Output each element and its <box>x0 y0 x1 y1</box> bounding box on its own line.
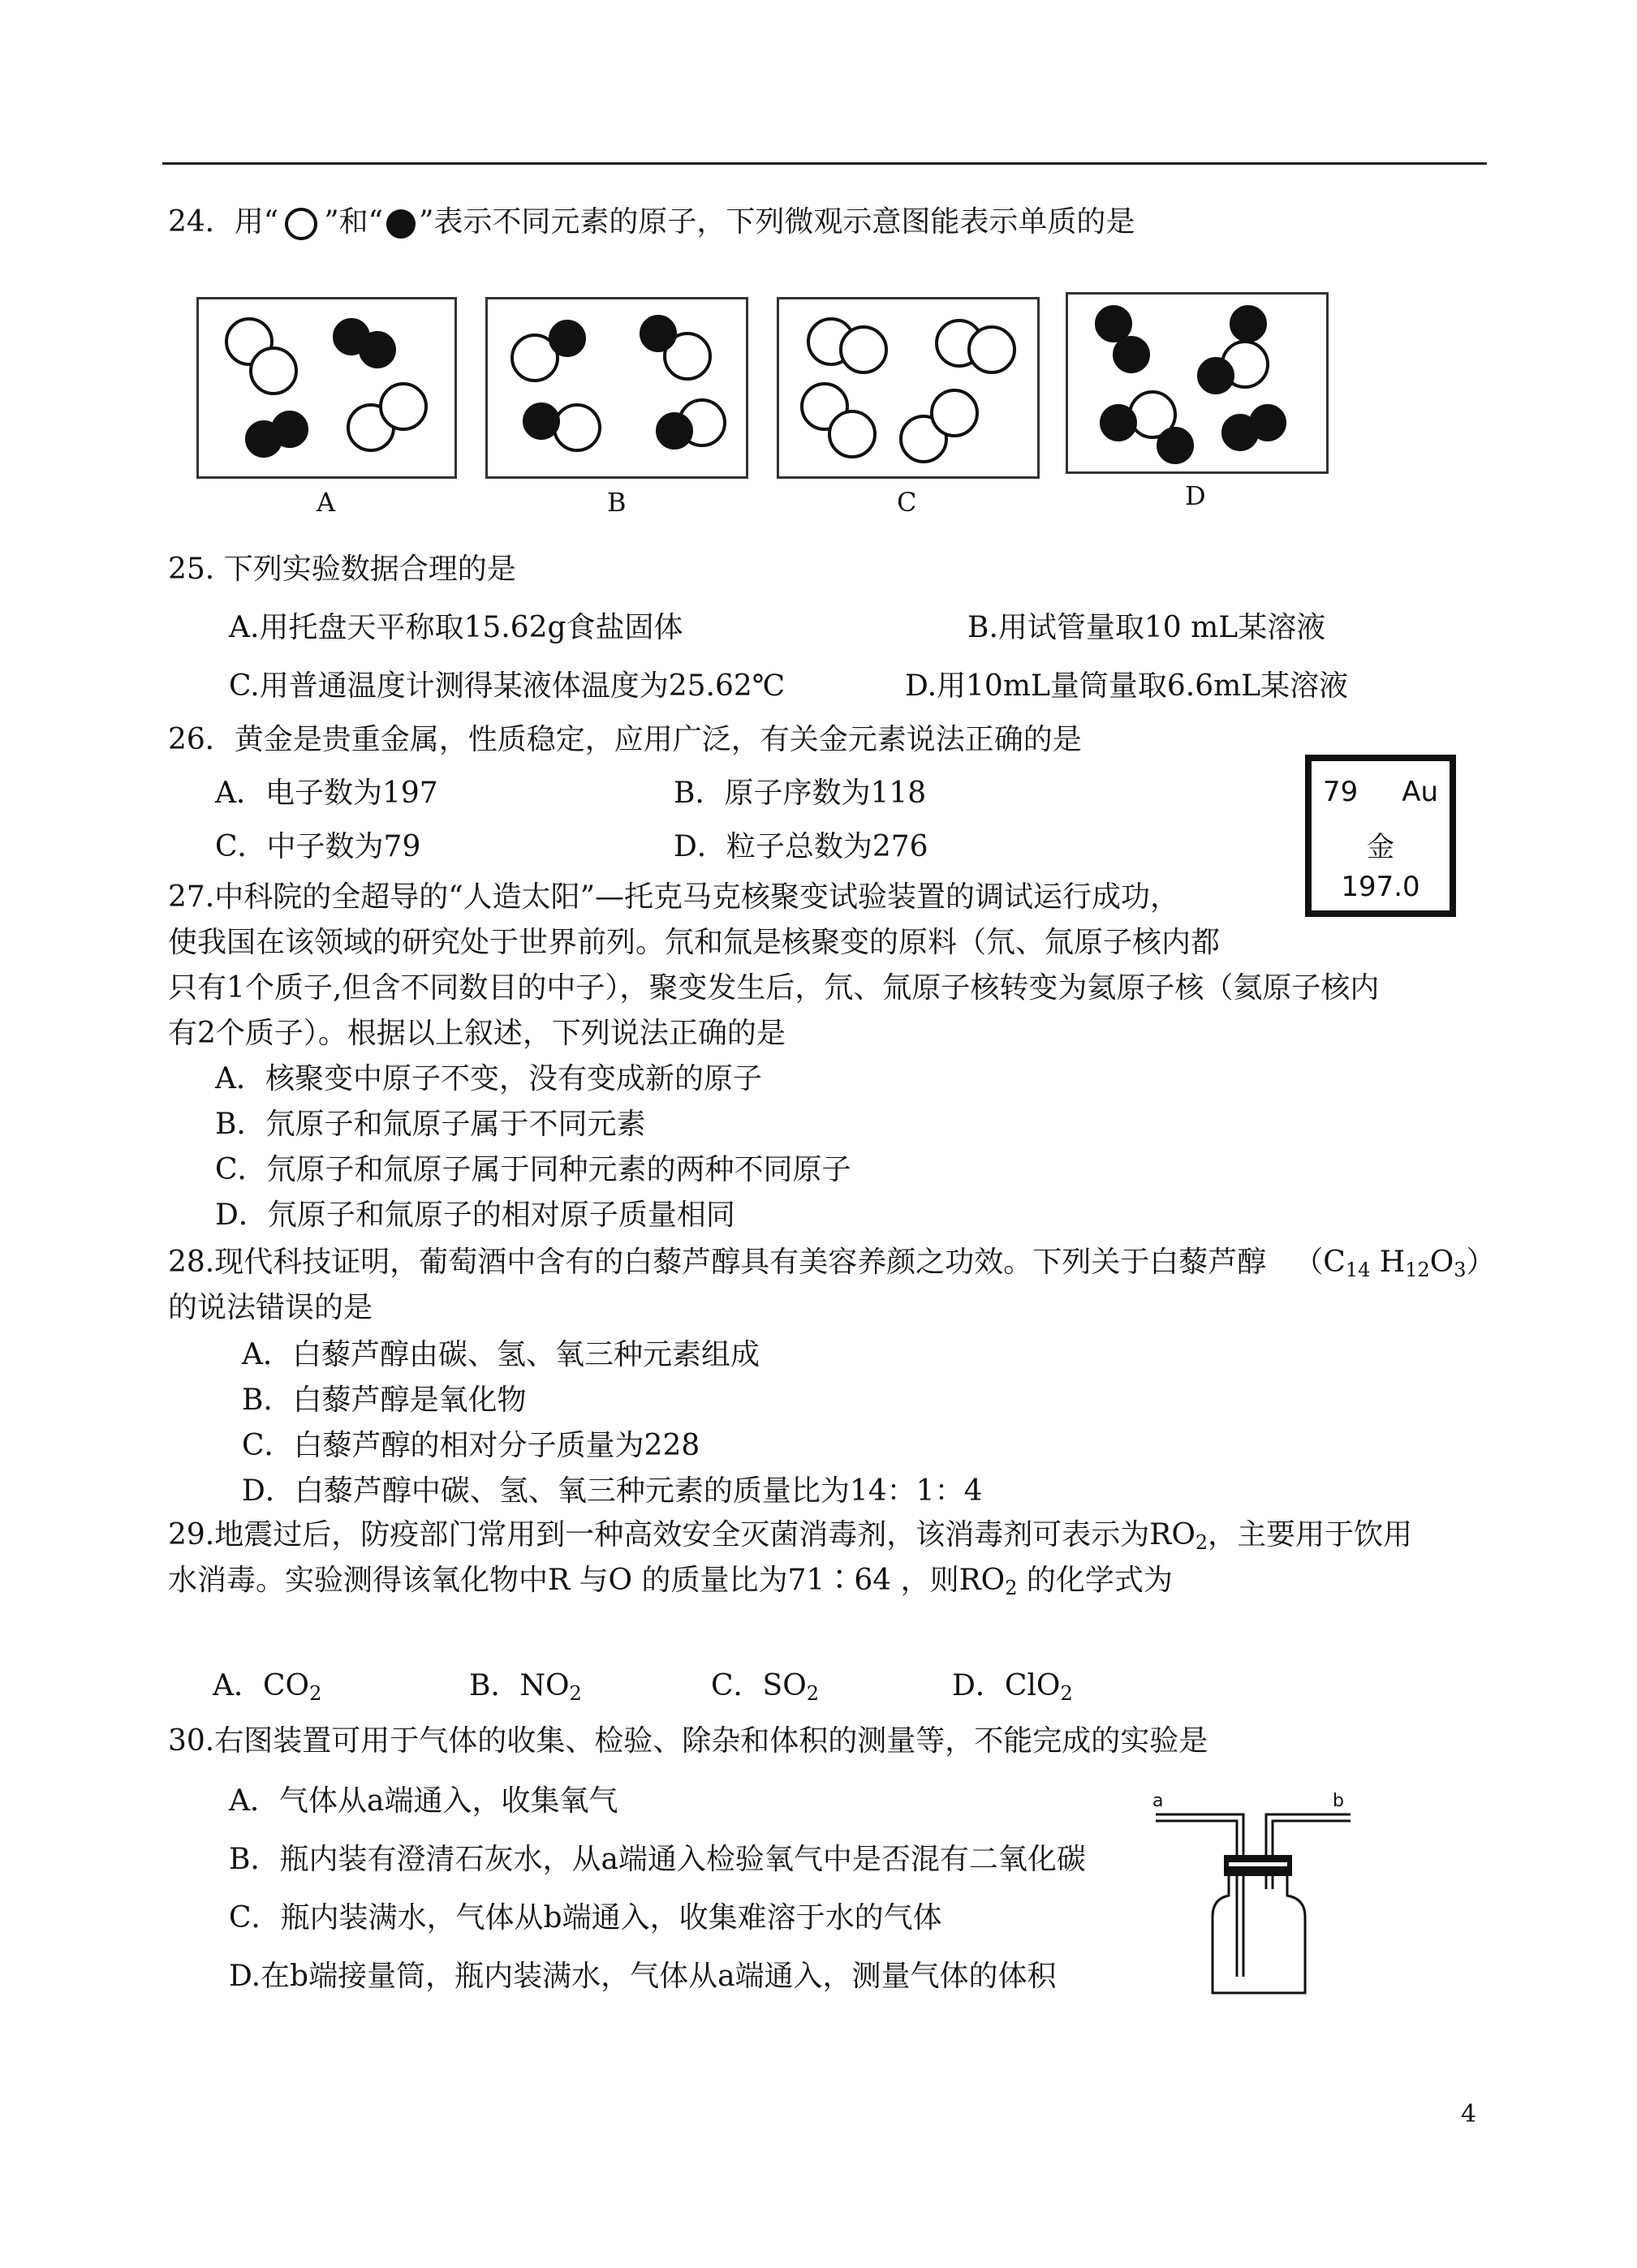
q29-option-a: A．$CO_2$ <box>213 1669 322 1705</box>
q27-line-4: 有2个质子）。根据以上叙述，下列说法正确的是 <box>168 1017 786 1050</box>
q26-stem: 26．黄金是贵重金属，性质稳定，应用广泛，有关金元素说法正确的是 <box>168 723 1082 756</box>
page-number: 4 <box>1461 2100 1477 2128</box>
diagram-c <box>777 297 1040 479</box>
element-name: 金 <box>1367 831 1394 863</box>
gas-washing-bottle-diagram <box>1144 1785 1363 2004</box>
q27-option-b: B．氘原子和氚原子属于不同元素 <box>215 1108 646 1141</box>
q27-line-1: 27.中科院的全超导的“人造太阳”—托克马克核聚变试验装置的调试运行成功， <box>168 880 1180 914</box>
q30-option-c: C．瓶内装满水，气体从b端通入，收集难溶于水的气体 <box>229 1901 942 1934</box>
q30-option-b: B．瓶内装有澄清石灰水，从a端通入检验氧气中是否混有二氧化碳 <box>229 1843 1086 1876</box>
q28-line-2: 的说法错误的是 <box>168 1291 373 1324</box>
header-rule <box>162 162 1487 165</box>
q26-option-d: D．粒子总数为276 <box>674 830 928 863</box>
diagram-d-label: D <box>1185 480 1206 511</box>
q29-option-b: B．$NO_2$ <box>469 1669 582 1705</box>
q26-option-a: A．电子数为197 <box>215 777 438 810</box>
q26-option-c: C．中子数为79 <box>215 830 421 863</box>
diagram-a-label: A <box>317 487 336 518</box>
diagram-c-molecules <box>779 299 1037 476</box>
q25-option-c: C.用普通温度计测得某液体温度为25.62℃ <box>229 669 786 703</box>
q27-option-c: C．氘原子和氚原子属于同种元素的两种不同原子 <box>215 1153 851 1186</box>
q26-option-b: B．原子序数为118 <box>674 777 927 810</box>
q24-stem: 24．用“ ”和“ ”表示不同元素的原子，下列微观示意图能表示单质的是 <box>168 204 1135 242</box>
q25-stem: 25. 下列实验数据合理的是 <box>168 553 516 586</box>
q28-option-b: B．白藜芦醇是氧化物 <box>242 1384 527 1417</box>
atomic-mass: 197.0 <box>1341 871 1420 903</box>
atomic-number: 79 <box>1323 776 1359 808</box>
diagram-a <box>196 297 457 479</box>
q25-option-b: B.用试管量取10 mL某溶液 <box>967 611 1326 644</box>
element-symbol: Au <box>1402 776 1438 808</box>
q27-option-a: A．核聚变中原子不变，没有变成新的原子 <box>215 1062 762 1095</box>
q28-option-d: D．白藜芦醇中碳、氢、氧三种元素的质量比为14：1：4 <box>242 1474 983 1508</box>
q29-line-1: 29.地震过后，防疫部门常用到一种高效安全灭菌消毒剂，该消毒剂可表示为$RO_2$，主要用于饮用 <box>168 1518 1413 1554</box>
q30-option-a: A．气体从a端通入，收集氧气 <box>229 1784 618 1818</box>
diagram-a-molecules <box>199 299 454 476</box>
port-b-label: b <box>1333 1791 1344 1811</box>
q29-option-c: C．$SO_2$ <box>711 1669 820 1705</box>
q28-option-c: C．白藜芦醇的相对分子质量为228 <box>242 1429 700 1462</box>
diagram-b-molecules <box>488 299 746 476</box>
resveratrol-formula: （$C_{14}$ $H_{12}O_3$） <box>1294 1246 1496 1281</box>
diagram-d-molecules <box>1068 295 1326 471</box>
white-atom-icon <box>278 206 324 242</box>
q28-line-1: 28.现代科技证明，葡萄酒中含有的白藜芦醇具有美容养颜之功效。下列关于白藜芦醇 （$C_{14}$ $H_{12}O_3$） <box>168 1246 1496 1281</box>
diagram-d <box>1066 292 1329 474</box>
diagram-c-label: C <box>897 487 917 518</box>
q29-option-d: D．ClO$_2$ <box>952 1669 1073 1705</box>
q30-option-d: D.在b端接量筒，瓶内装满水，气体从a端通入，测量气体的体积 <box>229 1960 1057 1993</box>
port-a-label: a <box>1152 1791 1164 1811</box>
q27-option-d: D．氘原子和氚原子的相对原子质量相同 <box>215 1199 735 1232</box>
q30-stem: 30.右图装置可用于气体的收集、检验、除杂和体积的测量等，不能完成的实验是 <box>168 1724 1208 1758</box>
black-atom-icon <box>383 206 419 242</box>
q29-line-2: 水消毒。实验测得该氧化物中R 与O 的质量比为71∶64 ，则$RO_2$ 的化学式为 <box>168 1564 1173 1599</box>
periodic-cell-gold <box>1305 755 1456 917</box>
q28-option-a: A．白藜芦醇由碳、氢、氧三种元素组成 <box>242 1338 760 1371</box>
q27-line-3: 只有1个质子,但含不同数目的中子），聚变发生后，氘、氚原子核转变为氦原子核（氦原子核内 <box>168 971 1380 1005</box>
q25-option-d: D.用10mL量筒量取6.6mL某溶液 <box>905 669 1349 703</box>
q27-line-2: 使我国在该领域的研究处于世界前列。氘和氚是核聚变的原料（氘、氚原子核内都 <box>168 926 1221 959</box>
diagram-b-label: B <box>607 487 627 518</box>
diagram-b <box>485 297 748 479</box>
q25-option-a: A.用托盘天平称取15.62g食盐固体 <box>229 611 683 644</box>
